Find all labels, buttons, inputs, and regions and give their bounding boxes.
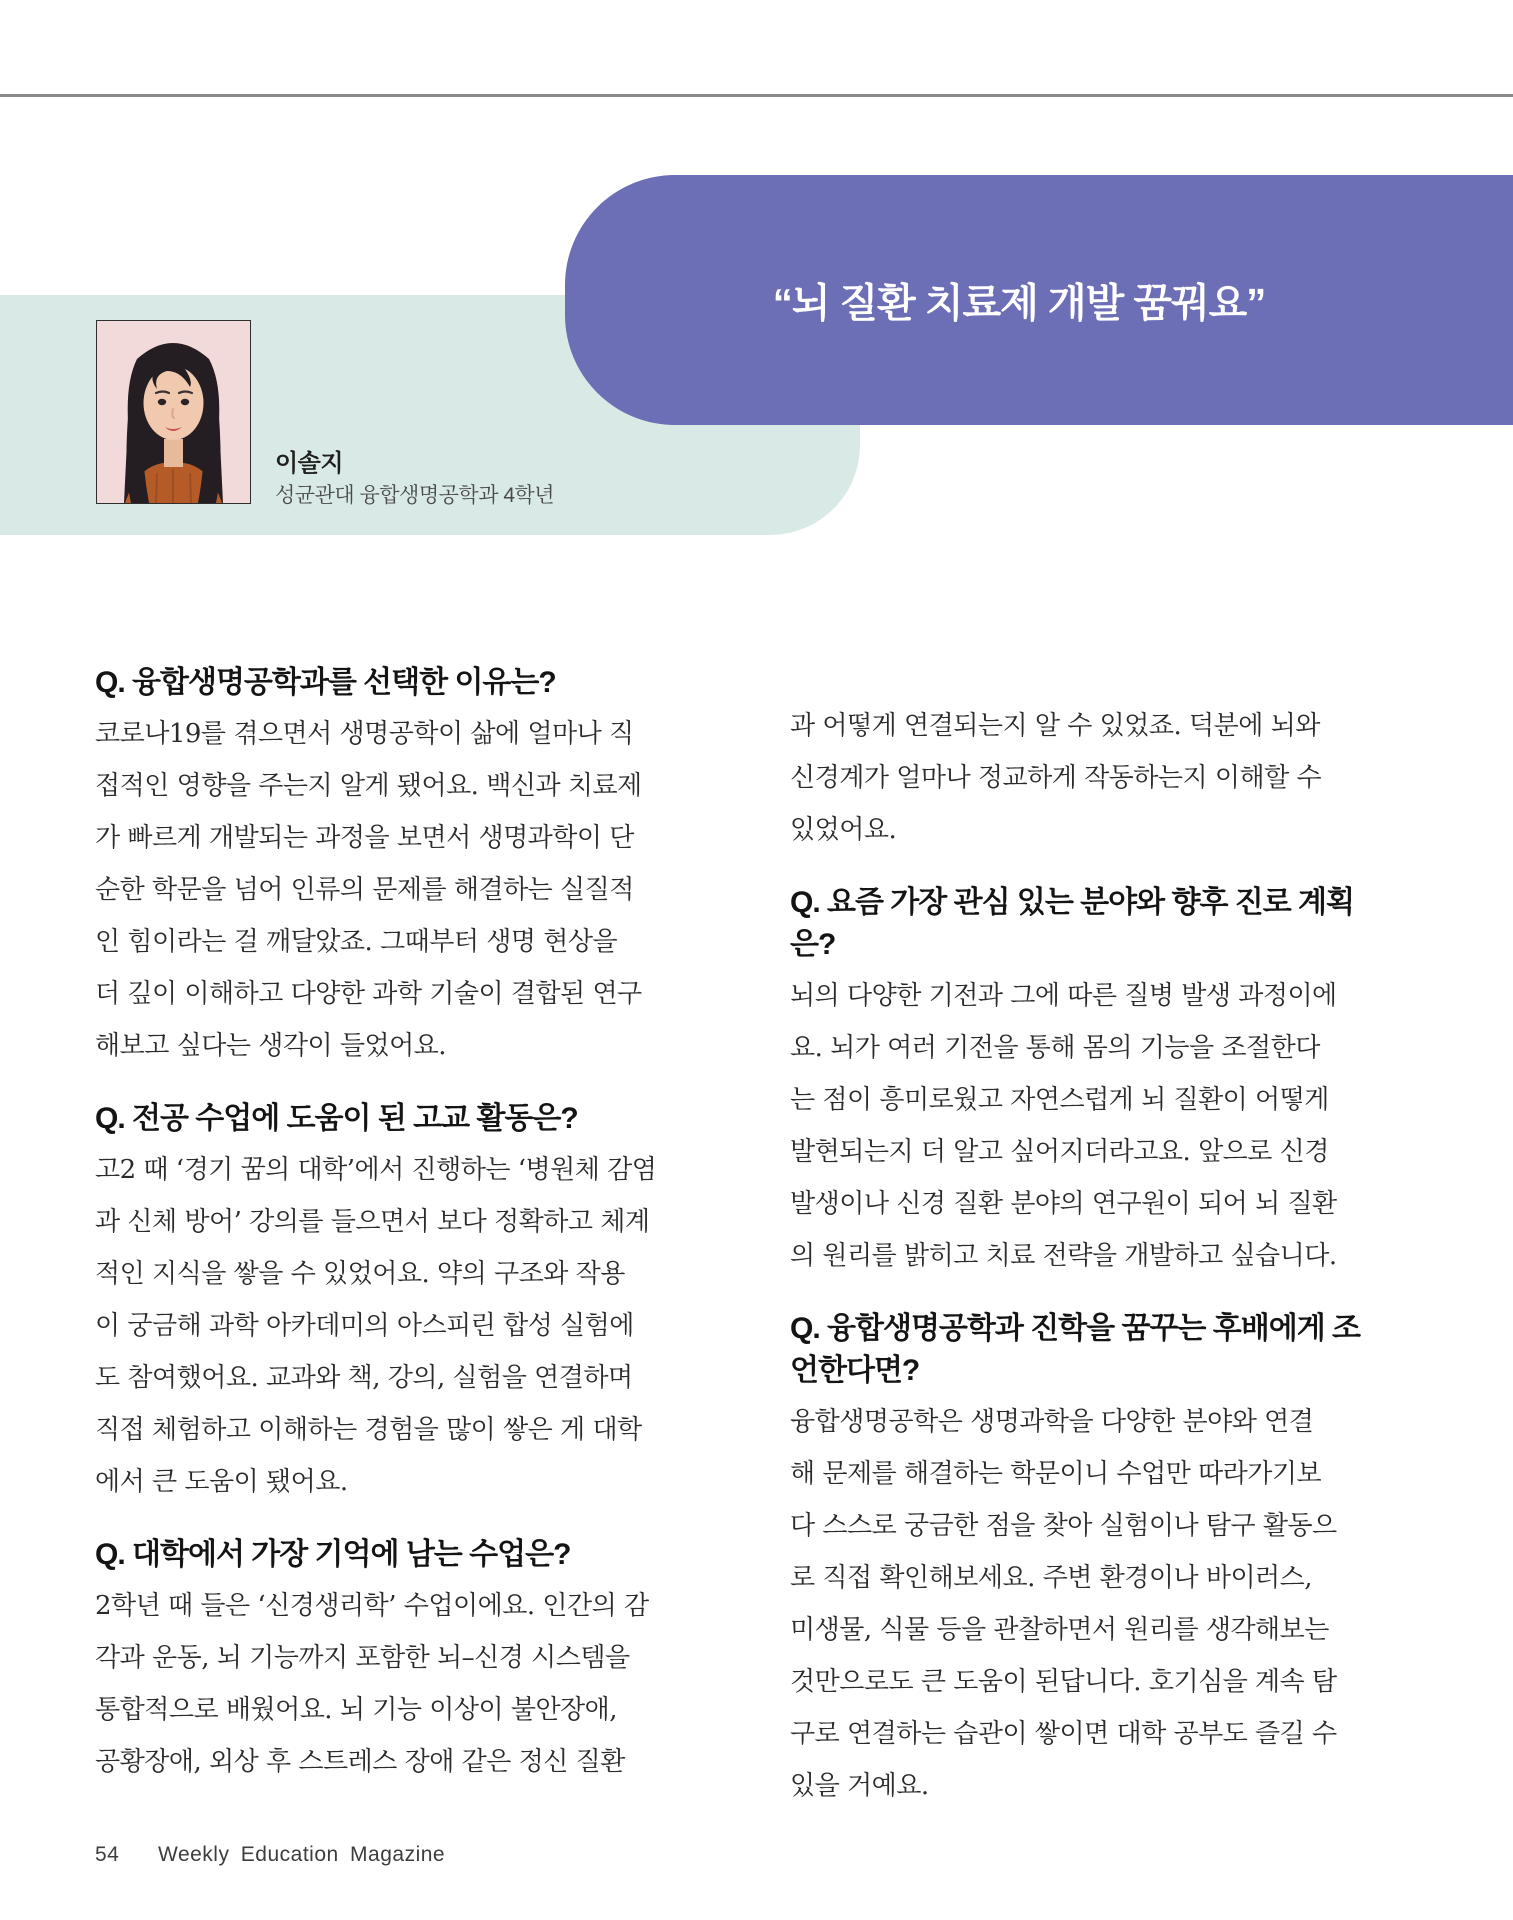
answer-line: 의 원리를 밝히고 치료 전략을 개발하고 싶습니다.	[790, 1241, 1337, 1271]
answer-line: 요. 뇌가 여러 기전을 통해 몸의 기능을 조절한다	[790, 1033, 1320, 1063]
answer-line: 도 참여했어요. 교과와 책, 강의, 실험을 연결하며	[95, 1363, 633, 1393]
question-line: Q. 전공 수업에 도움이 된 고교 활동은?	[95, 1102, 578, 1135]
header-ribbon	[565, 175, 1513, 425]
page-number: 54	[95, 1843, 120, 1866]
question-line: Q. 융합생명공학과를 선택한 이유는?	[95, 666, 556, 699]
answer-line: 것만으로도 큰 도움이 된답니다. 호기심을 계속 탐	[790, 1667, 1337, 1697]
question-heading	[95, 662, 675, 704]
answer-line: 과 어떻게 연결되는지 알 수 있었죠. 덕분에 뇌와	[790, 711, 1320, 741]
answer-line: 신경계가 얼마나 정교하게 작동하는지 이해할 수	[790, 763, 1322, 793]
answer-line: 해보고 싶다는 생각이 들었어요.	[95, 1031, 447, 1061]
answer-line: 순한 학문을 넘어 인류의 문제를 해결하는 실질적	[95, 875, 634, 905]
question-line: Q. 요즘 가장 관심 있는 분야와 향후 진로 계획	[790, 886, 1355, 919]
answer-line: 발생이나 신경 질환 분야의 연구원이 되어 뇌 질환	[790, 1189, 1337, 1219]
answer-line: 발현되는지 더 알고 싶어지더라고요. 앞으로 신경	[790, 1137, 1329, 1167]
answer-paragraph	[790, 700, 1380, 856]
answer-line: 는 점이 흥미로웠고 자연스럽게 뇌 질환이 어떻게	[790, 1085, 1329, 1115]
question-line: 언한다면?	[790, 1354, 920, 1387]
answer-line: 접적인 영향을 주는지 알게 됐어요. 백신과 치료제	[95, 771, 642, 801]
answer-paragraph	[790, 1396, 1380, 1812]
answer-paragraph	[95, 708, 675, 1072]
answer-line: 미생물, 식물 등을 관찰하면서 원리를 생각해보는	[790, 1615, 1329, 1645]
answer-line: 공황장애, 외상 후 스트레스 장애 같은 정신 질환	[95, 1747, 625, 1777]
profile-affiliation: 성균관대 융합생명공학과 4학년	[275, 484, 555, 507]
answer-line: 과 신체 방어’ 강의를 들으면서 보다 정확하고 체계	[95, 1207, 650, 1237]
portrait-illustration	[97, 321, 250, 503]
answer-line: 코로나19를 겪으면서 생명공학이 삶에 얼마나 직	[95, 719, 634, 749]
question-line: Q. 융합생명공학과 진학을 꿈꾸는 후배에게 조	[790, 1312, 1360, 1345]
answer-line: 있을 거예요.	[790, 1771, 929, 1801]
profile-name: 이솔지	[275, 450, 344, 477]
answer-line: 로 직접 확인해보세요. 주변 환경이나 바이러스,	[790, 1563, 1313, 1593]
answer-line: 적인 지식을 쌓을 수 있었어요. 약의 구조와 작용	[95, 1259, 625, 1289]
page-title: “뇌 질환 치료제 개발 꿈꿔요”	[772, 281, 1266, 326]
answer-line: 구로 연결하는 습관이 쌓이면 대학 공부도 즐길 수	[790, 1719, 1337, 1749]
question-heading	[790, 1308, 1380, 1392]
question-line: 은?	[790, 928, 836, 961]
question-heading	[95, 1098, 675, 1140]
top-divider-rule	[0, 94, 1513, 97]
question-line: Q. 대학에서 가장 기억에 남는 수업은?	[95, 1538, 571, 1571]
answer-line: 해 문제를 해결하는 학문이니 수업만 따라가기보	[790, 1459, 1322, 1489]
answer-line: 더 깊이 이해하고 다양한 과학 기술이 결합된 연구	[95, 979, 642, 1009]
question-heading	[95, 1534, 675, 1576]
answer-line: 가 빠르게 개발되는 과정을 보면서 생명과학이 단	[95, 823, 634, 853]
answer-line: 에서 큰 도움이 됐어요.	[95, 1467, 348, 1497]
answer-line: 다 스스로 궁금한 점을 찾아 실험이나 탐구 활동으	[790, 1511, 1337, 1541]
answer-line: 뇌의 다양한 기전과 그에 따른 질병 발생 과정이에	[790, 981, 1337, 1011]
answer-line: 통합적으로 배웠어요. 뇌 기능 이상이 불안장애,	[95, 1695, 618, 1725]
magazine-name: Weekly Education Magazine	[158, 1843, 446, 1866]
answer-line: 있었어요.	[790, 815, 897, 845]
answer-line: 고2 때 ‘경기 꿈의 대학’에서 진행하는 ‘병원체 감염	[95, 1155, 657, 1185]
answer-line: 직접 체험하고 이해하는 경험을 많이 쌓은 게 대학	[95, 1415, 642, 1445]
profile-photo	[96, 320, 251, 504]
question-heading	[790, 882, 1380, 966]
answer-paragraph	[790, 970, 1380, 1282]
answer-line: 각과 운동, 뇌 기능까지 포함한 뇌–신경 시스템을	[95, 1643, 630, 1673]
answer-paragraph	[95, 1144, 675, 1508]
qa-column-right	[790, 662, 1380, 1812]
answer-line: 융합생명공학은 생명과학을 다양한 분야와 연결	[790, 1407, 1314, 1437]
answer-line: 인 힘이라는 걸 깨달았죠. 그때부터 생명 현상을	[95, 927, 618, 957]
qa-column-left	[95, 662, 675, 1788]
answer-line: 이 궁금해 과학 아카데미의 아스피린 합성 실험에	[95, 1311, 634, 1341]
page-footer	[95, 1843, 445, 1867]
answer-line: 2학년 때 들은 ‘신경생리학’ 수업이에요. 인간의 감	[95, 1591, 649, 1621]
answer-paragraph	[95, 1580, 675, 1788]
